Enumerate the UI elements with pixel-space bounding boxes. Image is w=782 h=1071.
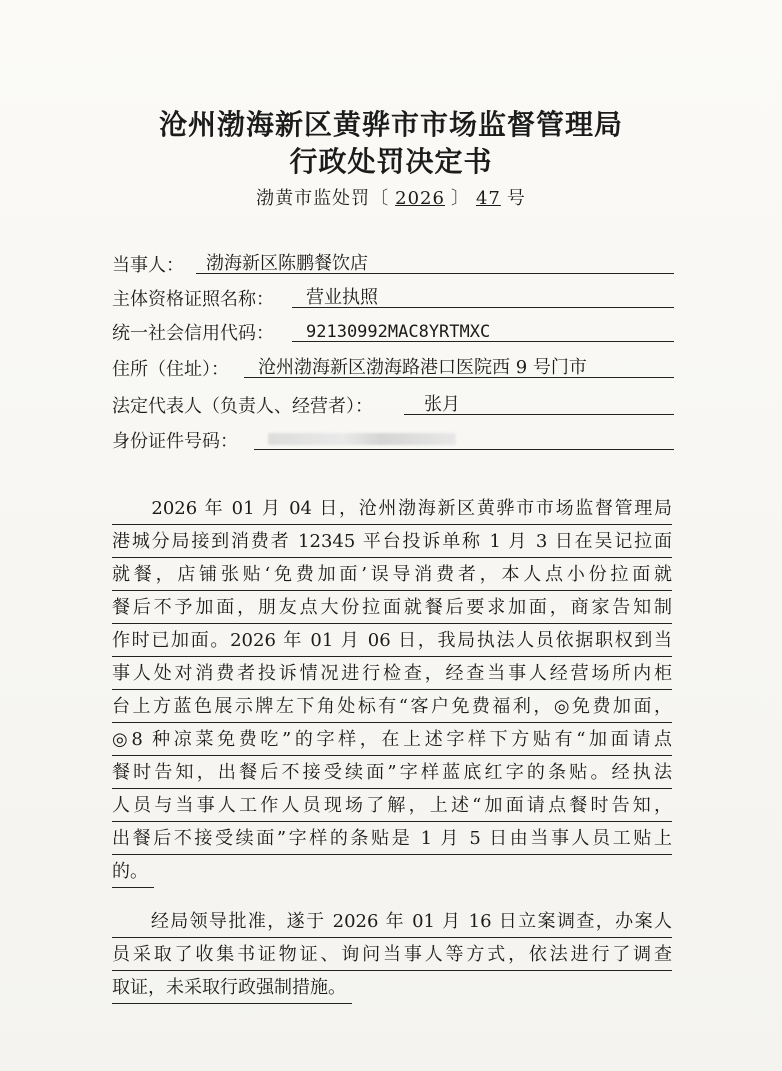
party-label: 当事人： (112, 255, 184, 276)
license-type-label: 主体资格证照名称： (112, 289, 274, 310)
address-value: 沧州渤海新区渤海路港口医院西 9 号门市 (258, 357, 587, 378)
docno-year: 2026 (395, 188, 445, 209)
facts-line: 人员与当事人工作人员现场了解，上述“加面请点餐时告知， (112, 789, 672, 822)
facts-paragraph (112, 492, 672, 888)
facts-line: 餐时告知，出餐后不接受续面”字样蓝底红字的条贴。经执法 (112, 756, 672, 789)
document-number (0, 184, 782, 210)
legal-rep-value: 张月 (424, 394, 460, 415)
facts-line: 港城分局接到消费者 12345 平台投诉单称 1 月 3 日在吴记拉面 (112, 525, 672, 558)
document-title: 沧州渤海新区黄骅市市场监督管理局 (158, 108, 623, 141)
docno-mid: 〕 (450, 188, 470, 209)
procedure-line: 员采取了收集书证物证、询问当事人等方式，依法进行了调查 (112, 938, 672, 971)
id-number-underline (254, 449, 674, 450)
facts-line: 就餐，店铺张贴‘免费加面’误导消费者，本人点小份拉面就 (112, 558, 672, 591)
address-label: 住所（住址）： (112, 359, 229, 380)
facts-line: 台上方蓝色展示牌左下角处标有“客户免费福利，◎免费加面， (112, 690, 672, 723)
procedure-line: 取证，未采取行政强制措施。 (112, 971, 352, 1004)
credit-code-label: 统一社会信用代码： (112, 323, 274, 344)
license-type-value: 营业执照 (306, 287, 378, 308)
procedure-paragraph (112, 905, 672, 1004)
procedure-line: 经局领导批准，遂于 2026 年 01 月 16 日立案调查，办案人 (112, 905, 672, 938)
facts-line: 餐后不予加面，朋友点大份拉面就餐后要求加面，商家告知制 (112, 591, 672, 624)
facts-line: 出餐后不接受续面”字样的条贴是 1 月 5 日由当事人员工贴上 (112, 822, 672, 855)
id-number-redaction (268, 433, 456, 445)
facts-line: 事人处对消费者投诉情况进行检查，经查当事人经营场所内柜 (112, 657, 672, 690)
docno-prefix: 渤黄市监处罚〔 (256, 188, 390, 209)
facts-line: 2026 年 01 月 04 日，沧州渤海新区黄骅市市场监督管理局 (112, 492, 672, 525)
document-subtitle: 行政处罚决定书 (289, 145, 493, 178)
party-value: 渤海新区陈鹏餐饮店 (206, 253, 368, 274)
docno-number: 47 (475, 188, 501, 209)
facts-line: 的。 (112, 855, 154, 888)
credit-code-value: 92130992MAC8YRTMXC (306, 322, 491, 342)
id-number-label: 身份证件号码： (112, 431, 238, 452)
facts-line: ◎8 种凉菜免费吃”的字样，在上述字样下方贴有“加面请点 (112, 723, 672, 756)
facts-line: 作时已加面。2026 年 01 月 06 日，我局执法人员依据职权到当 (112, 624, 672, 657)
legal-rep-label: 法定代表人（负责人、经营者）： (112, 396, 373, 417)
docno-suffix: 号 (506, 188, 526, 209)
